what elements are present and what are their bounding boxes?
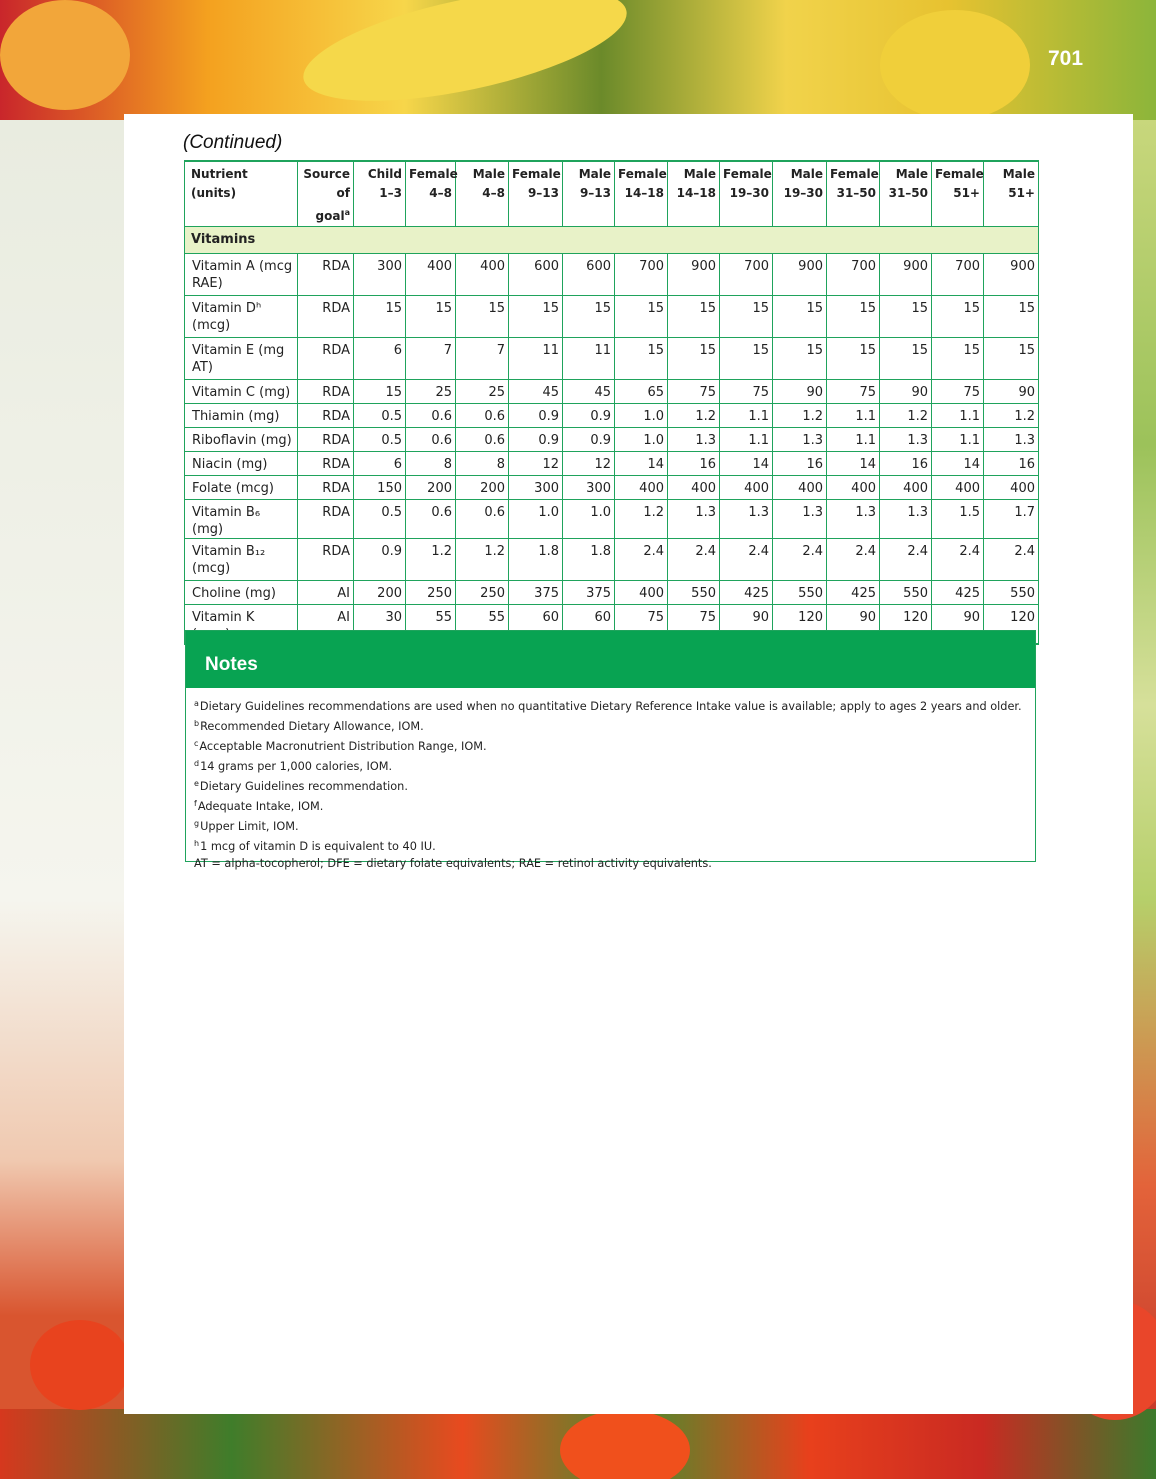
value-cell: 400 (827, 476, 880, 500)
value-cell: 1.3 (984, 428, 1039, 452)
value-cell: 900 (880, 254, 932, 296)
page-number: 701 (1048, 47, 1084, 70)
note-item: AT = alpha-tocopherol; DFE = dietary folate equivalents; RAE = retinol activity equivalents. (194, 857, 712, 870)
vegetable-border-right (1132, 120, 1156, 1420)
value-cell: 0.6 (406, 500, 456, 539)
value-cell: 15 (827, 338, 880, 380)
value-cell: 14 (720, 452, 773, 476)
value-cell: 400 (773, 476, 827, 500)
note-item: $^c$Acceptable Macronutrient Distribution Range, IOM. (194, 739, 487, 753)
value-cell: 55 (456, 605, 509, 645)
column-header: Female 4–8 (406, 161, 456, 227)
value-cell: 2.4 (827, 539, 880, 581)
source-cell: RDA (298, 500, 354, 539)
value-cell: 375 (563, 581, 615, 605)
value-cell: 1.2 (880, 404, 932, 428)
value-cell: 2.4 (615, 539, 668, 581)
value-cell: 1.1 (720, 404, 773, 428)
value-cell: 400 (932, 476, 984, 500)
value-cell: 15 (720, 338, 773, 380)
value-cell: 15 (880, 296, 932, 338)
value-cell: 8 (406, 452, 456, 476)
source-cell: RDA (298, 452, 354, 476)
value-cell: 15 (615, 338, 668, 380)
nutrient-name: Vitamin A (mcg RAE) (185, 254, 298, 296)
value-cell: 900 (668, 254, 720, 296)
notes-title: Notes (186, 631, 1035, 688)
value-cell: 14 (615, 452, 668, 476)
value-cell: 60 (563, 605, 615, 645)
value-cell: 700 (615, 254, 668, 296)
nutrient-name: Vitamin E (mg AT) (185, 338, 298, 380)
value-cell: 550 (773, 581, 827, 605)
value-cell: 200 (354, 581, 406, 605)
tomato-shape (30, 1320, 130, 1410)
value-cell: 16 (984, 452, 1039, 476)
value-cell: 16 (880, 452, 932, 476)
value-cell: 1.8 (509, 539, 563, 581)
value-cell: 1.3 (827, 500, 880, 539)
value-cell: 60 (509, 605, 563, 645)
value-cell: 200 (406, 476, 456, 500)
table-row (185, 581, 1039, 605)
nutrient-name: Vitamin B₁₂ (mcg) (185, 539, 298, 581)
value-cell: 15 (984, 338, 1039, 380)
nutrient-name: Riboflavin (mg) (185, 428, 298, 452)
value-cell: 0.5 (354, 428, 406, 452)
value-cell: 550 (984, 581, 1039, 605)
value-cell: 2.4 (984, 539, 1039, 581)
nutrient-name: Folate (mcg) (185, 476, 298, 500)
value-cell: 25 (456, 380, 509, 404)
value-cell: 1.1 (827, 404, 880, 428)
value-cell: 90 (932, 605, 984, 645)
value-cell: 120 (984, 605, 1039, 645)
value-cell: 2.4 (668, 539, 720, 581)
nutrient-name: Vitamin Dʰ (mcg) (185, 296, 298, 338)
value-cell: 90 (827, 605, 880, 645)
value-cell: 15 (668, 338, 720, 380)
value-cell: 400 (668, 476, 720, 500)
column-header: Male 14–18 (668, 161, 720, 227)
value-cell: 12 (509, 452, 563, 476)
value-cell: 400 (615, 581, 668, 605)
section-row-vitamins: Vitamins (185, 227, 1039, 254)
value-cell: 400 (615, 476, 668, 500)
value-cell: 1.0 (615, 428, 668, 452)
value-cell: 425 (827, 581, 880, 605)
value-cell: 75 (615, 605, 668, 645)
value-cell: 1.2 (406, 539, 456, 581)
value-cell: 7 (406, 338, 456, 380)
table-row (185, 380, 1039, 404)
value-cell: 16 (668, 452, 720, 476)
value-cell: 15 (720, 296, 773, 338)
value-cell: 15 (615, 296, 668, 338)
table-row (185, 452, 1039, 476)
value-cell: 200 (456, 476, 509, 500)
note-item: $^h$1 mcg of vitamin D is equivalent to 40 IU. (194, 839, 436, 853)
value-cell: 15 (932, 338, 984, 380)
value-cell: 0.6 (456, 428, 509, 452)
value-cell: 1.1 (932, 428, 984, 452)
value-cell: 1.3 (720, 500, 773, 539)
value-cell: 1.3 (668, 500, 720, 539)
value-cell: 45 (563, 380, 615, 404)
value-cell: 55 (406, 605, 456, 645)
value-cell: 75 (668, 605, 720, 645)
value-cell: 16 (773, 452, 827, 476)
source-cell: RDA (298, 476, 354, 500)
value-cell: 600 (509, 254, 563, 296)
column-header: Female 9–13 (509, 161, 563, 227)
value-cell: 700 (720, 254, 773, 296)
orange-shape (0, 0, 130, 110)
table-body (185, 227, 1039, 645)
value-cell: 15 (932, 296, 984, 338)
column-header: Child 1–3 (354, 161, 406, 227)
nutrient-name: Vitamin B₆ (mg) (185, 500, 298, 539)
source-cell: RDA (298, 404, 354, 428)
value-cell: 6 (354, 452, 406, 476)
value-cell: 1.1 (932, 404, 984, 428)
value-cell: 1.1 (720, 428, 773, 452)
value-cell: 700 (827, 254, 880, 296)
value-cell: 75 (720, 380, 773, 404)
value-cell: 0.9 (563, 428, 615, 452)
column-header: Female 51+ (932, 161, 984, 227)
value-cell: 1.8 (563, 539, 615, 581)
note-item: $^a$Dietary Guidelines recommendations are used when no quantitative Dietary Reference Intake value is available; apply to ages 2 years and older. (194, 699, 1022, 713)
value-cell: 1.2 (668, 404, 720, 428)
value-cell: 425 (720, 581, 773, 605)
column-header: Male 4–8 (456, 161, 509, 227)
source-cell: RDA (298, 428, 354, 452)
value-cell: 250 (406, 581, 456, 605)
value-cell: 15 (984, 296, 1039, 338)
value-cell: 65 (615, 380, 668, 404)
value-cell: 375 (509, 581, 563, 605)
value-cell: 15 (406, 296, 456, 338)
value-cell: 400 (720, 476, 773, 500)
value-cell: 1.7 (984, 500, 1039, 539)
value-cell: 1.3 (880, 500, 932, 539)
source-cell: AI (298, 581, 354, 605)
note-item: $^g$Upper Limit, IOM. (194, 819, 299, 833)
notes-box (185, 630, 1036, 870)
value-cell: 45 (509, 380, 563, 404)
value-cell: 0.6 (456, 404, 509, 428)
table-row (185, 338, 1039, 380)
value-cell: 2.4 (932, 539, 984, 581)
table-row (185, 404, 1039, 428)
value-cell: 1.1 (827, 428, 880, 452)
column-header: Female 19–30 (720, 161, 773, 227)
value-cell: 90 (880, 380, 932, 404)
table-row (185, 296, 1039, 338)
value-cell: 90 (720, 605, 773, 645)
value-cell: 90 (984, 380, 1039, 404)
value-cell: 600 (563, 254, 615, 296)
column-header: Source of goal$^a$ (298, 161, 354, 227)
source-cell: AI (298, 605, 354, 645)
value-cell: 1.0 (563, 500, 615, 539)
value-cell: 120 (880, 605, 932, 645)
note-item: $^d$14 grams per 1,000 calories, IOM. (194, 759, 393, 773)
source-cell: RDA (298, 296, 354, 338)
value-cell: 15 (773, 296, 827, 338)
value-cell: 15 (668, 296, 720, 338)
value-cell: 0.6 (406, 404, 456, 428)
value-cell: 1.3 (773, 428, 827, 452)
source-cell: RDA (298, 338, 354, 380)
value-cell: 425 (932, 581, 984, 605)
value-cell: 15 (456, 296, 509, 338)
table-row (185, 476, 1039, 500)
note-item: $^e$Dietary Guidelines recommendation. (194, 779, 408, 793)
value-cell: 0.6 (406, 428, 456, 452)
value-cell: 75 (827, 380, 880, 404)
value-cell: 2.4 (720, 539, 773, 581)
value-cell: 75 (668, 380, 720, 404)
nutrient-name: Choline (mg) (185, 581, 298, 605)
value-cell: 11 (563, 338, 615, 380)
nutrient-name: Thiamin (mg) (185, 404, 298, 428)
table-row (185, 539, 1039, 581)
value-cell: 0.9 (509, 428, 563, 452)
column-header: Male 19–30 (773, 161, 827, 227)
value-cell: 75 (932, 380, 984, 404)
value-cell: 7 (456, 338, 509, 380)
source-cell: RDA (298, 254, 354, 296)
value-cell: 12 (563, 452, 615, 476)
value-cell: 14 (827, 452, 880, 476)
value-cell: 1.3 (880, 428, 932, 452)
note-item: $^b$Recommended Dietary Allowance, IOM. (194, 719, 424, 733)
value-cell: 1.2 (456, 539, 509, 581)
value-cell: 25 (406, 380, 456, 404)
value-cell: 250 (456, 581, 509, 605)
nutrient-name: Vitamin C (mg) (185, 380, 298, 404)
value-cell: 150 (354, 476, 406, 500)
source-cell: RDA (298, 539, 354, 581)
value-cell: 15 (354, 296, 406, 338)
value-cell: 550 (668, 581, 720, 605)
value-cell: 15 (563, 296, 615, 338)
fruit-border-left (0, 120, 124, 1420)
value-cell: 0.9 (563, 404, 615, 428)
table-row (185, 500, 1039, 539)
source-cell: RDA (298, 380, 354, 404)
value-cell: 1.2 (615, 500, 668, 539)
value-cell: 120 (773, 605, 827, 645)
table-row (185, 254, 1039, 296)
column-header: Female 14–18 (615, 161, 668, 227)
nutrient-name: Vitamin K (185, 605, 298, 645)
banana-bunch-shape (880, 10, 1030, 120)
column-header: Male 51+ (984, 161, 1039, 227)
value-cell: 8 (456, 452, 509, 476)
table-row (185, 428, 1039, 452)
value-cell: 0.5 (354, 404, 406, 428)
column-header: Female 31–50 (827, 161, 880, 227)
value-cell: 14 (932, 452, 984, 476)
column-header: Male 9–13 (563, 161, 615, 227)
value-cell: 900 (773, 254, 827, 296)
value-cell: 15 (509, 296, 563, 338)
value-cell: 1.0 (509, 500, 563, 539)
value-cell: 1.5 (932, 500, 984, 539)
value-cell: 90 (773, 380, 827, 404)
value-cell: 1.2 (984, 404, 1039, 428)
value-cell: 2.4 (880, 539, 932, 581)
nutrient-table (184, 160, 1039, 645)
value-cell: 1.3 (773, 500, 827, 539)
value-cell: 30 (354, 605, 406, 645)
column-header: Male 31–50 (880, 161, 932, 227)
value-cell: 15 (827, 296, 880, 338)
value-cell: 400 (406, 254, 456, 296)
value-cell: 550 (880, 581, 932, 605)
column-header-nutrient: Nutrient (units) (185, 161, 298, 227)
notes-list (186, 688, 1035, 872)
value-cell: 1.2 (773, 404, 827, 428)
value-cell: 11 (509, 338, 563, 380)
value-cell: 700 (932, 254, 984, 296)
value-cell: 300 (509, 476, 563, 500)
value-cell: 15 (880, 338, 932, 380)
value-cell: 400 (880, 476, 932, 500)
value-cell: 400 (456, 254, 509, 296)
table-header (185, 161, 1039, 227)
continued-label: (Continued) (183, 132, 283, 153)
value-cell: 2.4 (773, 539, 827, 581)
nutrient-name: Niacin (mg) (185, 452, 298, 476)
value-cell: 6 (354, 338, 406, 380)
value-cell: 300 (563, 476, 615, 500)
value-cell: 900 (984, 254, 1039, 296)
value-cell: 0.5 (354, 500, 406, 539)
value-cell: 400 (984, 476, 1039, 500)
value-cell: 300 (354, 254, 406, 296)
value-cell: 0.9 (354, 539, 406, 581)
value-cell: 15 (354, 380, 406, 404)
value-cell: 1.3 (668, 428, 720, 452)
value-cell: 0.6 (456, 500, 509, 539)
value-cell: 1.0 (615, 404, 668, 428)
value-cell: 0.9 (509, 404, 563, 428)
value-cell: 15 (773, 338, 827, 380)
note-item: $^f$Adequate Intake, IOM. (194, 799, 324, 813)
